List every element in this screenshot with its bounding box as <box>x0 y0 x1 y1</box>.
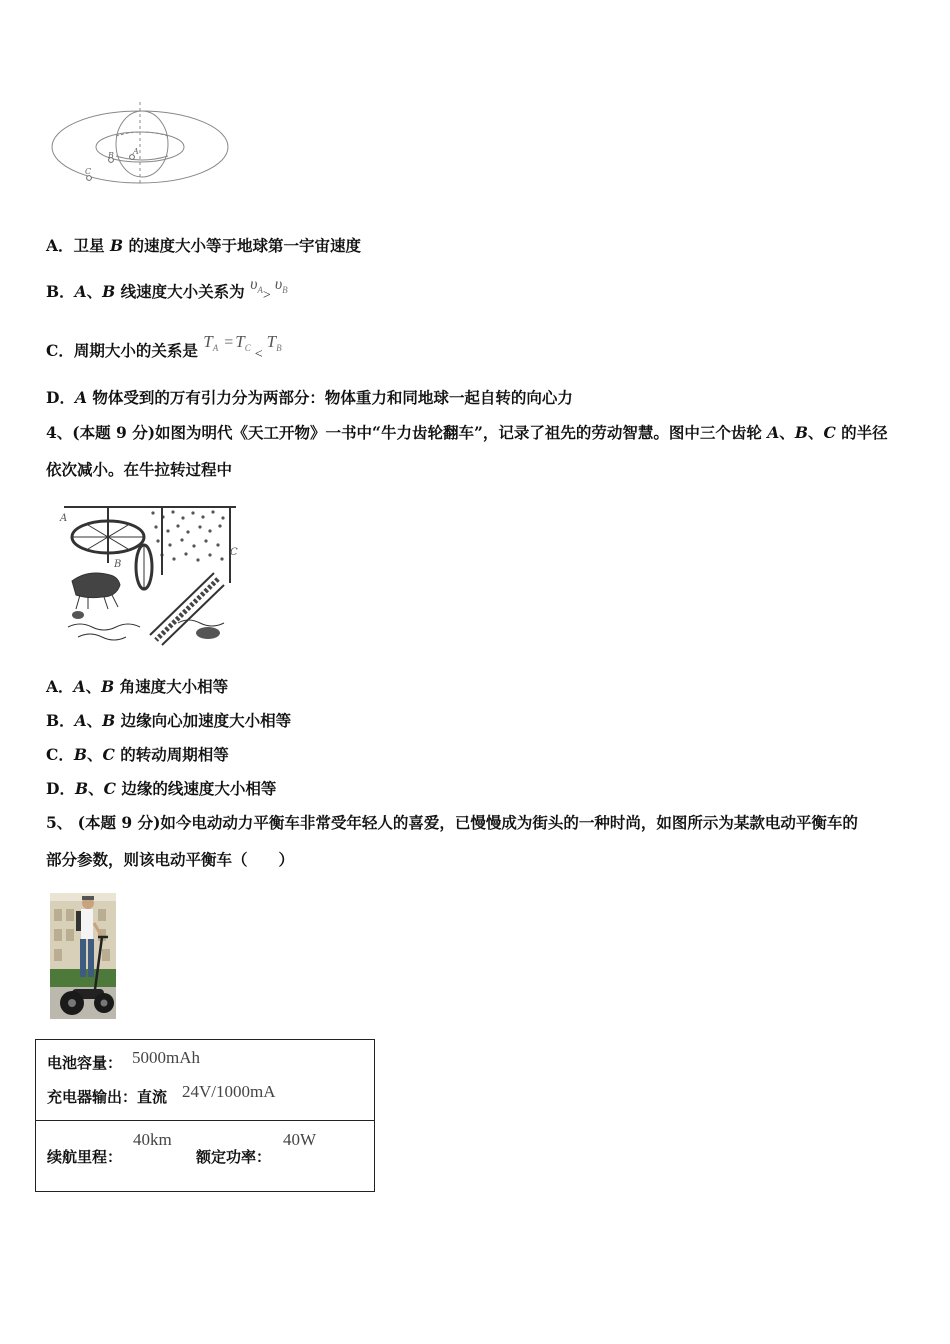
spec-table <box>35 1039 375 1192</box>
charger-label: 充电器输出：直流 <box>47 1088 168 1106</box>
orbit-diagram <box>48 100 232 188</box>
q3-option-b: B．A、B 线速度大小关系为 $\upsilon_A>\upsilon_B$ <box>46 276 288 303</box>
orbit-label-a: A <box>133 147 139 156</box>
ox-waterwheel-illustration <box>58 503 240 651</box>
q3-option-d: D．A 物体受到的万有引力分为两部分：物体重力和同地球一起自转的向心力 <box>46 388 573 407</box>
q4-option-b: B．A、B 边缘向心加速度大小相等 <box>46 711 292 730</box>
gear-label-a: A <box>60 513 68 524</box>
q4-stem-line2: 依次减小。在牛拉转过程中 <box>46 460 233 479</box>
q4-option-d: D．B、C 边缘的线速度大小相等 <box>46 779 277 798</box>
power-label: 额定功率： <box>196 1148 272 1166</box>
orbit-label-b: B <box>108 151 114 160</box>
range-value: 40km <box>133 1130 172 1149</box>
orbit-label-c: C <box>85 167 92 176</box>
q3-c-formula: $T_A$ <box>203 332 219 353</box>
q3-option-c: C．周期大小的关系是 $T_A = T_C <T_B$ <box>46 332 282 362</box>
q4-option-c: C．B、C 的转动周期相等 <box>46 745 229 764</box>
charger-value: 24V/1000mA <box>182 1082 276 1101</box>
q3-b-formula: $\upsilon_A$ <box>250 276 263 295</box>
spec-divider <box>36 1120 374 1121</box>
q3-option-a: A．卫星 B 的速度大小等于地球第一宇宙速度 <box>46 236 361 255</box>
q5-stem-line2: 部分参数，则该电动平衡车（ ） <box>46 850 295 869</box>
gear-label-c: C <box>230 547 238 558</box>
q5-stem-line1: 5、 (本题 9 分)如今电动动力平衡车非常受年轻人的喜爱，已慢慢成为街头的一种时尚，如图所示为某款电动平衡车的 <box>46 813 858 832</box>
range-label: 续航里程： <box>47 1148 123 1166</box>
power-value: 40W <box>283 1130 317 1149</box>
q4-option-a: A．A、B 角速度大小相等 <box>46 677 229 696</box>
q4-stem-line1: 4、(本题 9 分)如图为明代《天工开物》一书中“牛力齿轮翻车”，记录了祖先的劳动智慧。图中三个齿轮 A、B、C 的半径 <box>46 423 888 442</box>
balance-scooter-photo <box>50 893 116 1019</box>
capacity-label: 电池容量： <box>47 1054 123 1072</box>
gear-label-b: B <box>114 559 122 570</box>
capacity-value: 5000mAh <box>132 1048 200 1067</box>
